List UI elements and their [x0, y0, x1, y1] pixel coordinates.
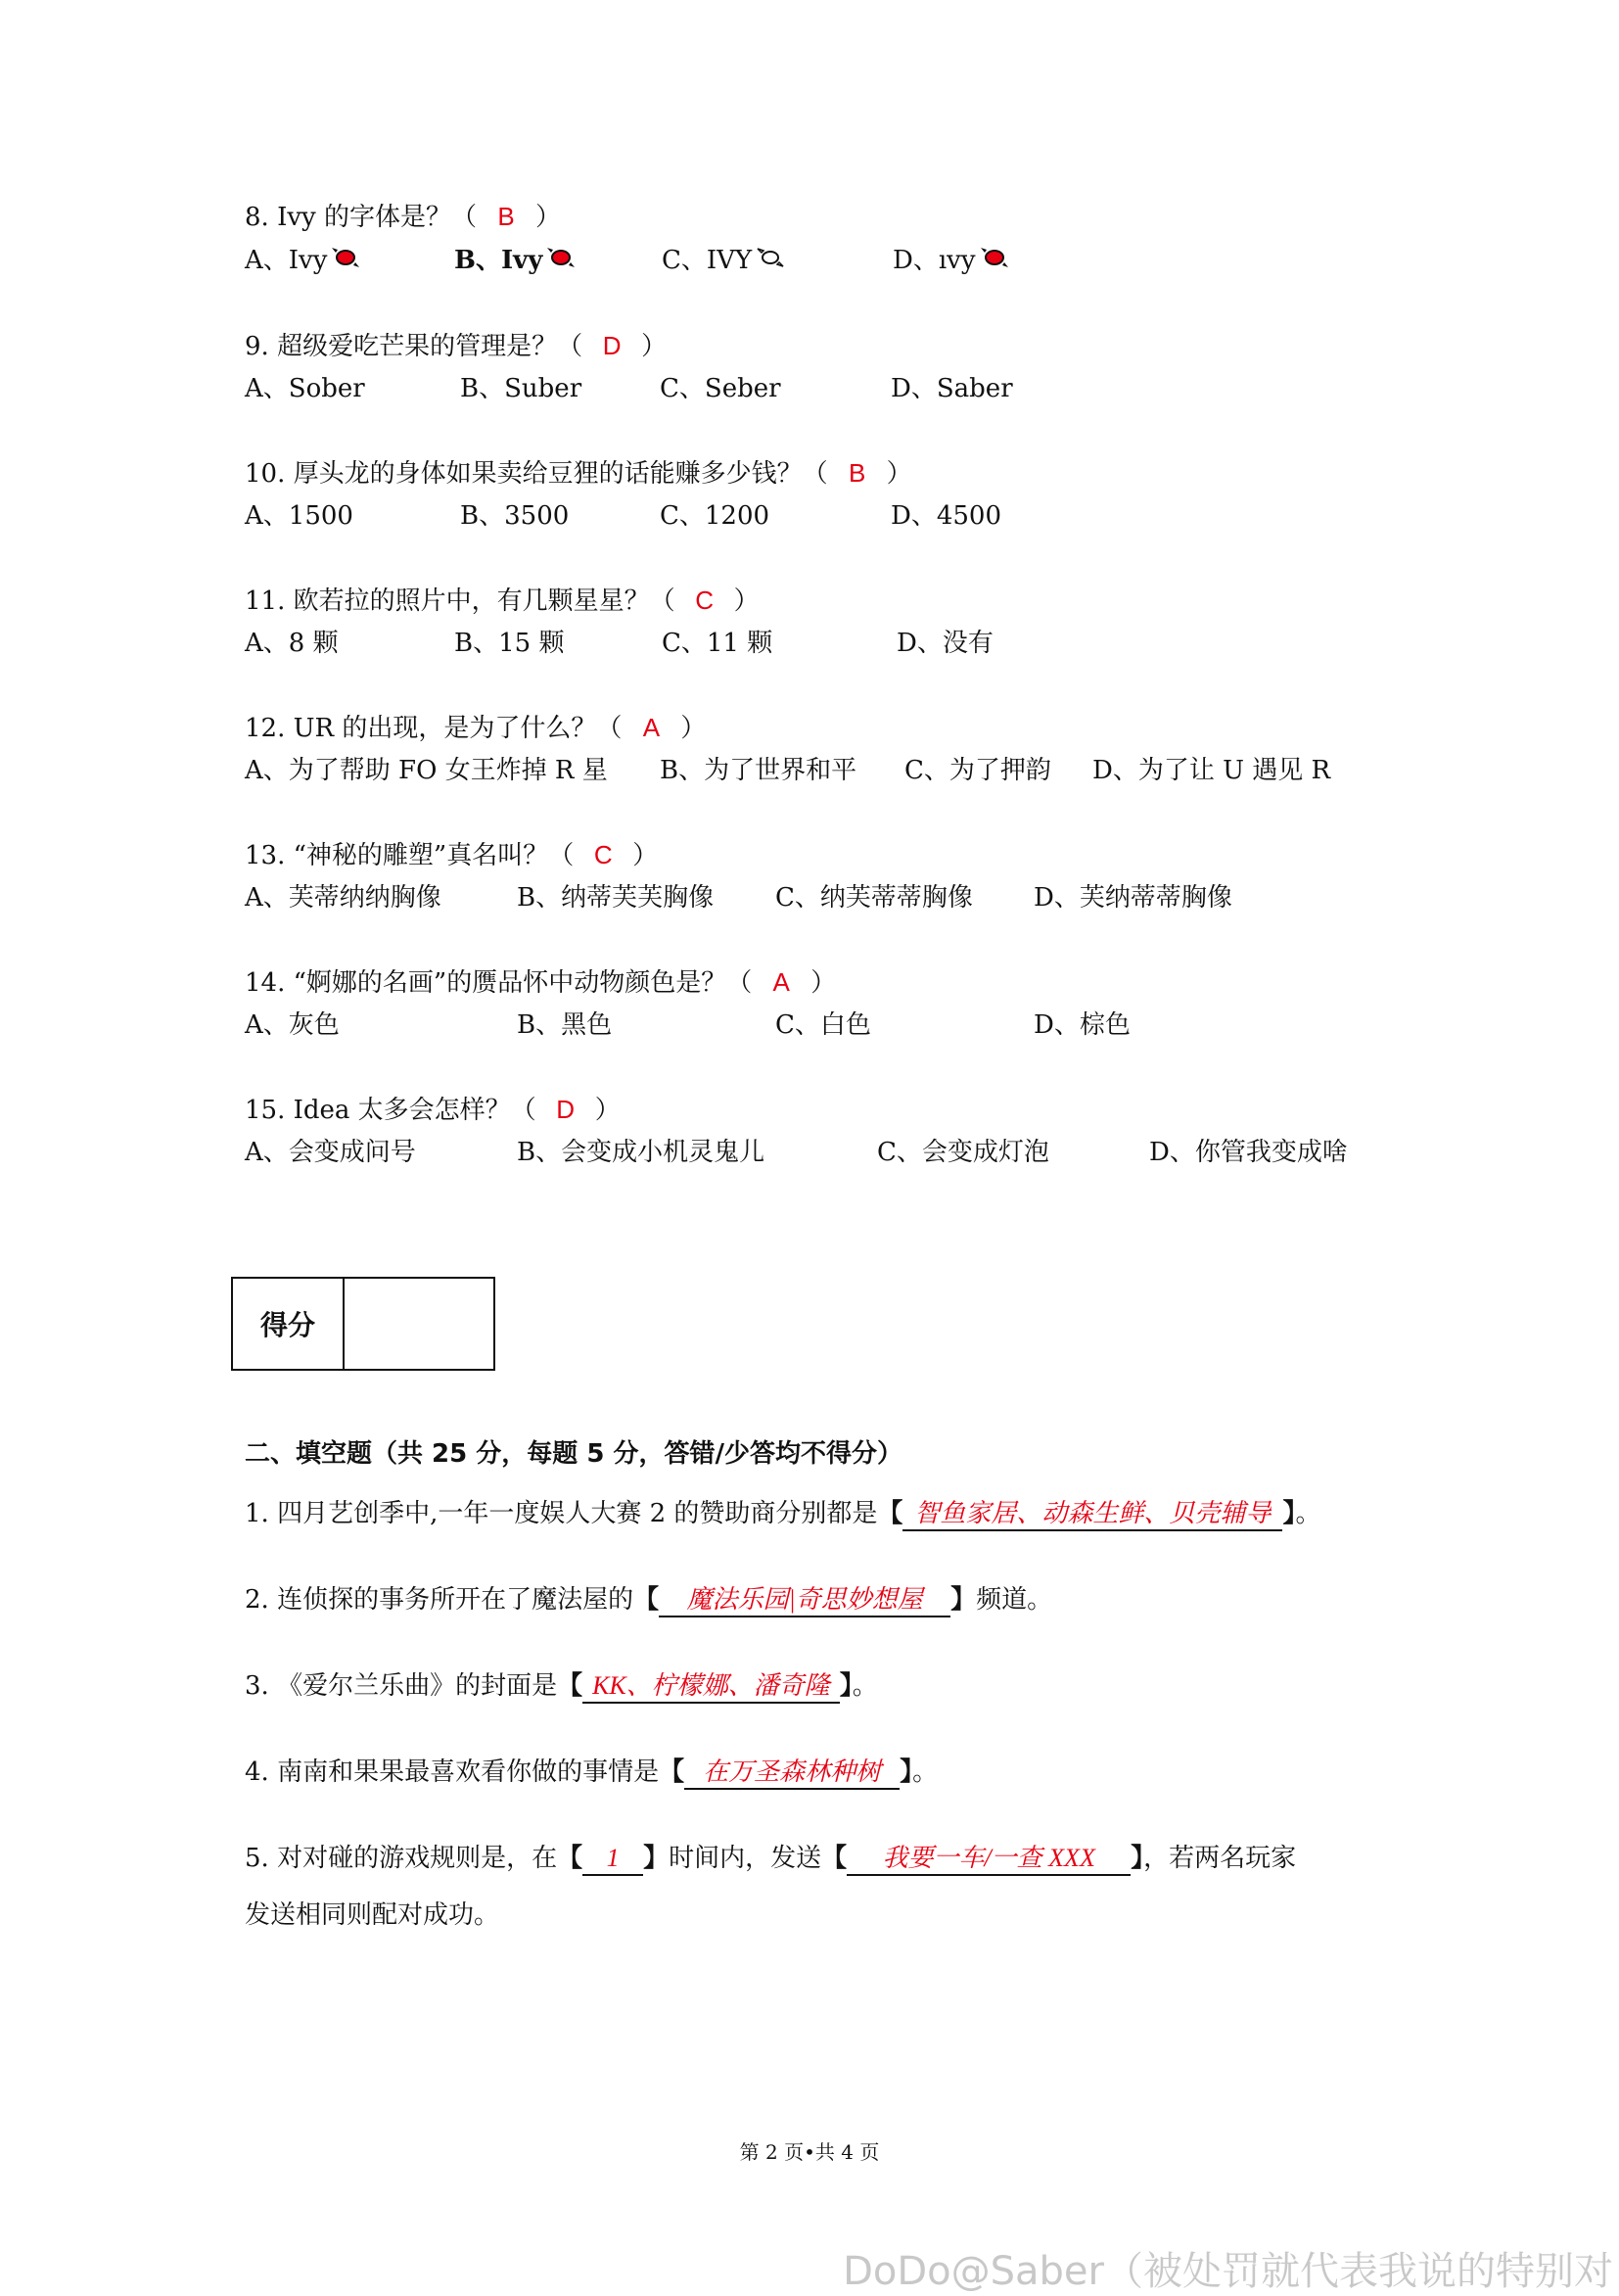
candy-icon — [331, 243, 360, 272]
option-d: D、ıvy — [893, 243, 1009, 277]
candy-icon — [546, 243, 576, 272]
fill-answer: 1 — [582, 1843, 643, 1876]
close-paren: ） — [733, 586, 760, 616]
fill-answer: KK、柠檬娜、潘奇隆 — [582, 1670, 840, 1704]
fill-prefix: 3. 《爱尔兰乐曲》的封面是 — [245, 1671, 558, 1701]
question-text: 11. 欧若拉的照片中，有几颗星星？（ — [245, 586, 675, 616]
candy-outline-icon — [756, 243, 785, 272]
fill-prefix: 5. 对对碰的游戏规则是，在 — [245, 1844, 558, 1873]
fill-item-1 — [245, 1494, 1320, 1533]
option-b: B、黑色 — [517, 1010, 613, 1040]
bracket-open: 【 — [557, 1671, 583, 1701]
fill-item-5 — [245, 1839, 1296, 1878]
bracket-open: 【 — [633, 1585, 660, 1615]
answer-mark: D — [556, 1095, 576, 1124]
option-a: A、Ivy — [245, 243, 360, 277]
option-a: A、为了帮助 FO 女王炸掉 R 星 — [245, 756, 608, 785]
bracket-close: 】 — [900, 1757, 913, 1787]
option-a: A、灰色 — [245, 1010, 340, 1040]
fill-item-3 — [245, 1666, 878, 1706]
bracket-close: 】 — [1131, 1844, 1144, 1873]
question-text: 9. 超级爱吃芒果的管理是？（ — [245, 332, 583, 361]
fill-suffix: 频道。 — [976, 1585, 1053, 1615]
option-b: B、Ivy — [454, 243, 576, 277]
close-paren: ） — [641, 332, 668, 361]
fill-suffix: 。 — [852, 1671, 878, 1701]
fill-prefix: 2. 连侦探的事务所开在了魔法屋的 — [245, 1585, 634, 1615]
close-paren: ） — [534, 203, 561, 232]
score-box — [231, 1277, 495, 1371]
close-paren: ） — [632, 841, 659, 870]
answer-mark: B — [497, 202, 515, 231]
option-c: C、1200 — [660, 501, 770, 531]
fill-suffix: 。 — [1295, 1499, 1321, 1528]
fill-answer: 魔法乐园|奇思妙想屋 — [659, 1584, 950, 1617]
option-d: D、4500 — [891, 501, 1002, 531]
answer-mark: A — [642, 713, 661, 742]
close-paren: ） — [594, 1096, 621, 1125]
fill-prefix: 4. 南南和果果最喜欢看你做的事情是 — [245, 1757, 660, 1787]
section-heading: 二、填空题（共 25 分，每题 5 分，答错/少答均不得分） — [245, 1439, 902, 1469]
option-c: C、会变成灯泡 — [877, 1138, 1049, 1167]
page-footer: 第 2 页•共 4 页 — [739, 2140, 880, 2164]
fill-answer: 智鱼家居、动森生鲜、贝壳辅导 — [902, 1498, 1282, 1531]
option-b: B、为了世界和平 — [660, 756, 857, 785]
bracket-close: 】 — [1282, 1499, 1296, 1528]
option-c: C、Seber — [660, 374, 781, 403]
score-value — [345, 1279, 493, 1369]
bracket-close: 】 — [950, 1585, 977, 1615]
answer-mark: A — [772, 967, 790, 997]
fill-answer: 在万圣森林种树 — [684, 1757, 900, 1790]
option-b: B、3500 — [460, 501, 570, 531]
option-b: B、Suber — [460, 374, 582, 403]
option-a: A、芙蒂纳纳胸像 — [245, 883, 441, 913]
option-c: C、IVY — [662, 243, 785, 277]
question-text: 15. Idea 太多会怎样？（ — [245, 1096, 536, 1125]
option-b: B、15 颗 — [454, 629, 565, 658]
option-c: C、白色 — [775, 1010, 871, 1040]
bracket-close: 】 — [643, 1844, 670, 1873]
fill-item-4 — [245, 1753, 938, 1792]
close-paren: ） — [680, 714, 707, 743]
close-paren: ） — [810, 968, 837, 998]
fill-suffix: 。 — [912, 1757, 939, 1787]
question-text: 13. “神秘的雕塑”真名叫？（ — [245, 841, 575, 870]
question-text: 12. UR 的出现，是为了什么？（ — [245, 714, 623, 743]
candy-icon — [980, 243, 1009, 272]
option-d: D、芙纳蒂蒂胸像 — [1034, 883, 1232, 913]
option-a: A、1500 — [245, 501, 353, 531]
bracket-open: 【 — [557, 1844, 583, 1873]
score-label: 得分 — [233, 1279, 345, 1369]
answer-mark: C — [593, 840, 613, 869]
option-c: C、纳芙蒂蒂胸像 — [775, 883, 973, 913]
question-text: 8. Ivy 的字体是？（ — [245, 203, 477, 232]
question-text: 14. “婀娜的名画”的赝品怀中动物颜色是？（ — [245, 968, 753, 998]
option-d: D、你管我变成啥 — [1149, 1138, 1348, 1167]
fill-item-5-continuation: 发送相同则配对成功。 — [245, 1900, 500, 1930]
option-c: C、为了押韵 — [904, 756, 1051, 785]
bracket-open: 【 — [821, 1844, 848, 1873]
answer-mark: C — [695, 586, 715, 615]
bracket-close: 】 — [839, 1671, 853, 1701]
close-paren: ） — [886, 459, 912, 489]
option-b: B、会变成小机灵鬼儿 — [517, 1138, 765, 1167]
bracket-open: 【 — [877, 1499, 903, 1528]
fill-suffix: ，若两名玩家 — [1143, 1844, 1297, 1873]
fill-answer-2: 我要一车/一查 XXX — [847, 1843, 1131, 1876]
watermark: DoDo@Saber（被处罚就代表我说的特别对 — [843, 2249, 1613, 2294]
answer-mark: D — [602, 331, 622, 360]
option-b: B、纳蒂芙芙胸像 — [517, 883, 715, 913]
option-d: D、Saber — [891, 374, 1013, 403]
option-a: A、Sober — [245, 374, 365, 403]
answer-mark: B — [848, 458, 866, 488]
fill-item-2 — [245, 1580, 1052, 1619]
option-d: D、没有 — [897, 629, 994, 658]
bracket-open: 【 — [659, 1757, 685, 1787]
option-a: A、会变成问号 — [245, 1138, 416, 1167]
fill-middle: 时间内，发送 — [669, 1844, 822, 1873]
fill-prefix: 1. 四月艺创季中,一年一度娱人大赛 2 的赞助商分别都是 — [245, 1499, 878, 1528]
option-d: D、棕色 — [1034, 1010, 1131, 1040]
question-text: 10. 厚头龙的身体如果卖给豆狸的话能赚多少钱？（ — [245, 459, 828, 489]
option-d: D、为了让 U 遇见 R — [1092, 756, 1331, 785]
option-c: C、11 颗 — [662, 629, 773, 658]
option-a: A、8 颗 — [245, 629, 339, 658]
